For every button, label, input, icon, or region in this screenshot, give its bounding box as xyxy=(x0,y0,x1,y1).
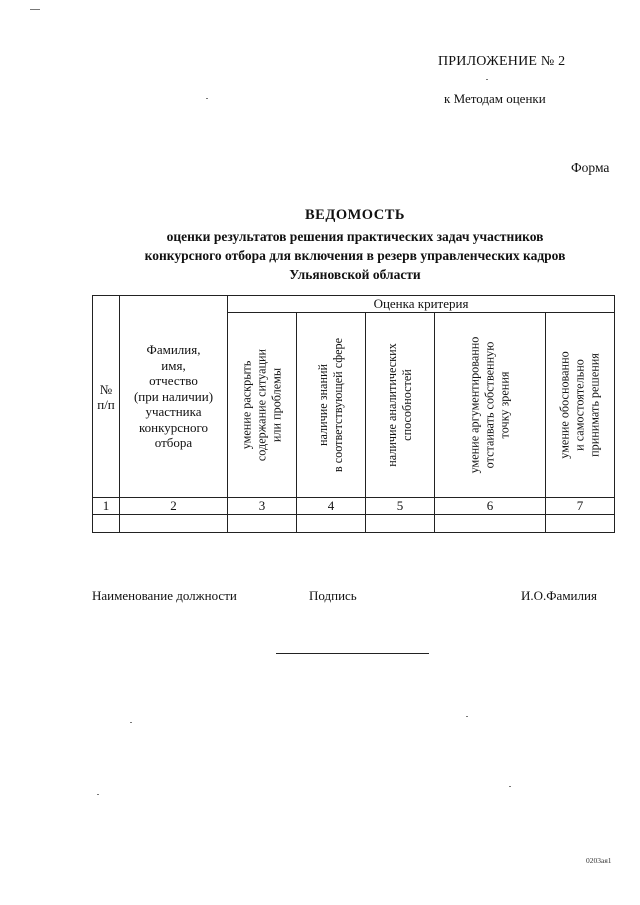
criterion-line: наличие аналитических xyxy=(385,343,399,467)
table-cell xyxy=(435,515,546,533)
signature-line xyxy=(276,653,429,654)
table-cell xyxy=(228,515,297,533)
header-number-pp: п/п xyxy=(97,396,115,412)
criterion-line: наличие знаний xyxy=(316,363,330,447)
table-cell xyxy=(546,515,615,533)
fio-line: Фамилия, xyxy=(146,342,201,358)
header-criteria-group: Оценка критерия xyxy=(228,296,615,313)
column-number: 4 xyxy=(297,498,366,515)
fio-line: имя, xyxy=(161,357,186,373)
header-number-sign: № xyxy=(99,381,113,397)
title-line-3: Ульяновской области xyxy=(289,267,421,282)
form-label: Форма xyxy=(571,160,610,175)
fio-line: участника xyxy=(145,404,202,420)
criterion-header xyxy=(435,313,546,498)
criterion-line: и самостоятельно xyxy=(572,359,587,451)
document-title-block xyxy=(60,207,640,284)
criterion-header xyxy=(366,313,435,498)
fio-line: конкурсного xyxy=(139,419,208,435)
criterion-header xyxy=(297,313,366,498)
column-number: 6 xyxy=(435,498,546,515)
header-participant-name xyxy=(120,296,228,498)
table-cell xyxy=(297,515,366,533)
criterion-line: умение аргументированно xyxy=(467,336,482,474)
scan-speck xyxy=(30,9,40,10)
criterion-header xyxy=(228,313,297,498)
column-number: 7 xyxy=(546,498,615,515)
criterion-line: содержание ситуации xyxy=(254,348,269,462)
signature-name-label: И.О.Фамилия xyxy=(521,588,597,603)
signature-position-label: Наименование должности xyxy=(92,588,237,603)
criterion-line: умение обоснованно xyxy=(557,351,572,459)
table-row xyxy=(93,515,615,533)
document-code: 0203ая1 xyxy=(586,856,612,865)
criterion-line: способностей xyxy=(400,369,414,441)
scan-speck xyxy=(466,716,468,717)
scan-speck xyxy=(97,794,99,795)
scan-speck xyxy=(206,98,208,99)
column-number-row xyxy=(93,498,615,515)
criterion-line: точку зрения xyxy=(497,371,512,439)
table-cell xyxy=(366,515,435,533)
column-number: 3 xyxy=(228,498,297,515)
title-line-2: конкурсного отбора для включения в резерв управленческих кадров xyxy=(144,248,566,263)
fio-line: (при наличии) xyxy=(133,388,214,404)
assessment-table xyxy=(92,295,615,533)
criterion-line: или проблемы xyxy=(269,367,284,443)
methods-reference: к Методам оценки xyxy=(444,91,546,106)
criterion-line: принимать решения xyxy=(587,353,602,457)
criterion-line: умение раскрыть xyxy=(239,360,254,450)
criterion-header xyxy=(546,313,615,498)
header-number xyxy=(93,296,120,498)
scan-speck xyxy=(509,786,511,787)
column-number: 2 xyxy=(120,498,228,515)
criterion-line: в соответствующей сфере xyxy=(331,337,345,473)
fio-line: отбора xyxy=(154,435,193,451)
scan-speck xyxy=(486,79,488,80)
table-cell xyxy=(120,515,228,533)
scan-speck xyxy=(130,722,132,723)
title-line-1: оценки результатов решения практических задач участников xyxy=(166,229,544,244)
column-number: 1 xyxy=(93,498,120,515)
criterion-line: отстаивать собственную xyxy=(482,341,497,469)
table-cell xyxy=(93,515,120,533)
column-number: 5 xyxy=(366,498,435,515)
document-title: ВЕДОМОСТЬ xyxy=(305,207,405,223)
appendix-label: ПРИЛОЖЕНИЕ № 2 xyxy=(438,54,566,69)
signature-sign-label: Подпись xyxy=(309,588,357,603)
fio-line: отчество xyxy=(149,373,198,389)
